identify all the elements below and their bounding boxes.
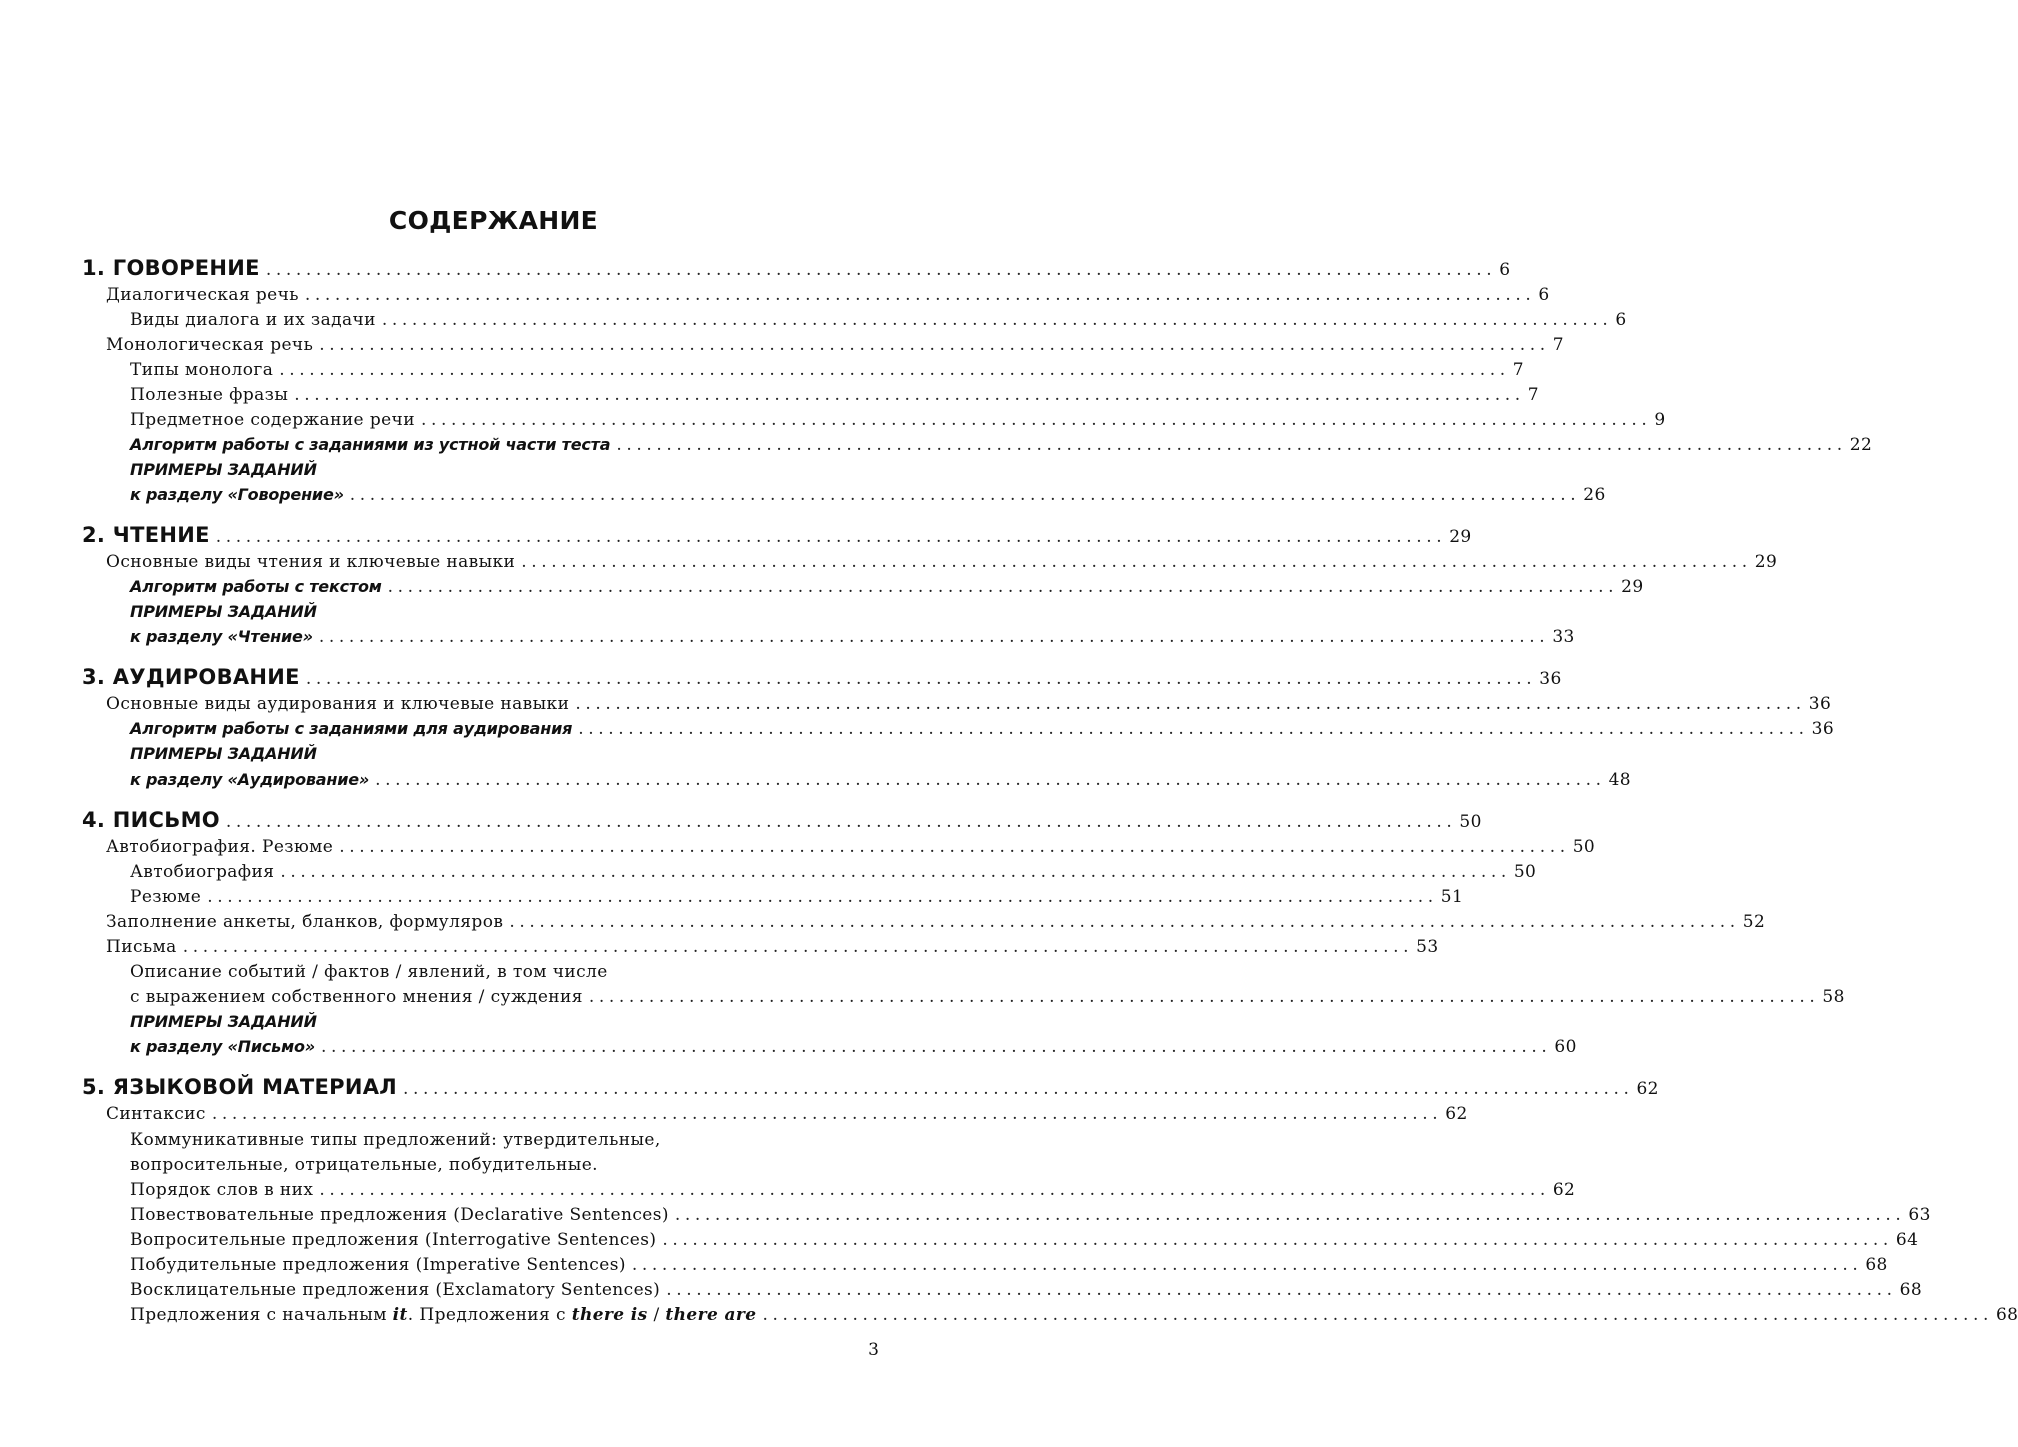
toc-title: к разделу «Письмо»	[130, 1037, 315, 1056]
toc-entry-autobio[interactable]	[130, 861, 1537, 883]
toc-entry-letters[interactable]	[106, 936, 1439, 958]
toc-page: 64	[1895, 1230, 1919, 1250]
dot-leader: ...........................................................................................................................	[211, 1104, 1443, 1124]
toc-title: Повествовательные предложения (Declarative Sentences)	[130, 1205, 669, 1225]
toc-title: к разделу «Говорение»	[130, 485, 344, 504]
dot-leader: ...........................................................................................................................	[588, 987, 1820, 1007]
toc-title	[130, 1304, 757, 1326]
toc-entry-communicative-line1: Коммуникативные типы предложений: утвердительные,	[130, 1130, 661, 1150]
toc-title: Основные виды аудирования и ключевые навыки	[106, 694, 570, 714]
toc-entry-oral-algorithm[interactable]	[130, 434, 1873, 456]
toc-title: Вопросительные предложения (Interrogative Sentences)	[130, 1230, 657, 1250]
toc-title: Основные виды чтения и ключевые навыки	[106, 552, 516, 572]
dot-leader: ...........................................................................................................................	[381, 310, 1613, 330]
dot-leader: ...........................................................................................................................	[182, 937, 1414, 957]
toc-page: 29	[1449, 527, 1472, 547]
toc-page: 6	[1615, 310, 1627, 330]
toc-page: 58	[1822, 987, 1845, 1007]
toc-page: 6	[1499, 260, 1511, 280]
toc-entry-writing-examples[interactable]	[130, 1036, 1577, 1058]
toc-entry-description-line: Описание событий / фактов / явлений, в том числе	[130, 962, 608, 982]
toc-entry-imperative[interactable]	[130, 1254, 1888, 1276]
toc-title: Синтаксис	[106, 1104, 206, 1124]
toc-page: 68	[1995, 1305, 2018, 1325]
dot-leader: ...........................................................................................................................	[279, 360, 1510, 380]
toc-entry-listening-types[interactable]	[106, 693, 1832, 715]
toc-entry-autobio-resume[interactable]	[106, 836, 1596, 858]
toc-title: Алгоритм работы с текстом	[130, 577, 382, 596]
toc-page: 7	[1512, 360, 1524, 380]
toc-section-language[interactable]	[82, 1075, 1659, 1100]
toc-page: 50	[1459, 812, 1482, 832]
toc-title: 2. ЧТЕНИЕ	[82, 523, 210, 547]
toc-page: 36	[1811, 719, 1835, 739]
toc-entry-dialogue-types[interactable]	[130, 309, 1627, 331]
toc-page: 50	[1572, 837, 1596, 857]
dot-leader: ...........................................................................................................................	[420, 410, 1652, 430]
toc-entry-speaking-examples[interactable]	[130, 484, 1606, 506]
toc-page: 52	[1742, 912, 1766, 932]
toc-page: 36	[1539, 669, 1562, 689]
dot-leader: ...........................................................................................................................	[575, 694, 1806, 714]
toc-entry-monologue[interactable]	[106, 334, 1564, 356]
dot-leader: ...........................................................................................................................	[265, 260, 1497, 280]
toc-title: Резюме	[130, 887, 202, 907]
toc-entry-text-algorithm[interactable]	[130, 576, 1644, 598]
toc-page: 62	[1636, 1079, 1659, 1099]
toc-entry-forms[interactable]	[106, 911, 1766, 933]
dot-leader: ...........................................................................................................................	[305, 669, 1537, 689]
toc-title: 1. ГОВОРЕНИЕ	[82, 256, 260, 280]
toc-page: 63	[1908, 1205, 1931, 1225]
toc-title: Заполнение анкеты, бланков, формуляров	[106, 912, 504, 932]
toc-title: Побудительные предложения (Imperative Sentences)	[130, 1255, 626, 1275]
toc-page: 7	[1527, 385, 1539, 405]
toc-title-it: it	[392, 1305, 408, 1325]
page-number: 3	[868, 1340, 879, 1360]
toc-entry-it-there[interactable]	[130, 1304, 2018, 1326]
toc-page: 22	[1849, 435, 1873, 455]
toc-title: Порядок слов в них	[130, 1180, 314, 1200]
toc-entry-syntax[interactable]	[106, 1103, 1468, 1125]
dot-leader: ...........................................................................................................................	[509, 912, 1740, 932]
toc-page: 9	[1654, 410, 1666, 430]
dot-leader: ...........................................................................................................................	[207, 887, 1438, 907]
toc-entry-communicative-line2: вопросительные, отрицательные, побудительные.	[130, 1155, 598, 1175]
toc-entry-monologue-types[interactable]	[130, 359, 1524, 381]
dot-leader: ...........................................................................................................................	[320, 1037, 1552, 1057]
toc-title: 5. ЯЗЫКОВОЙ МАТЕРИАЛ	[82, 1075, 397, 1099]
toc-entry-description[interactable]	[130, 986, 1845, 1008]
toc-page: 68	[1899, 1280, 1923, 1300]
dot-leader: ...........................................................................................................................	[762, 1305, 1993, 1325]
toc-entry-reading-types[interactable]	[106, 551, 1778, 573]
toc-entry-useful-phrases[interactable]	[130, 384, 1539, 406]
toc-title-part: . Предложения с	[407, 1305, 572, 1325]
toc-entry-reading-examples[interactable]	[130, 626, 1575, 648]
dot-leader: ...........................................................................................................................	[387, 577, 1619, 597]
toc-page: 6	[1538, 285, 1550, 305]
toc-title: Монологическая речь	[106, 335, 314, 355]
toc-title: к разделу «Чтение»	[130, 627, 313, 646]
toc-title: Виды диалога и их задачи	[130, 310, 376, 330]
dot-leader: ...........................................................................................................................	[215, 527, 1447, 547]
toc-title: Алгоритм работы с заданиями из устной части теста	[130, 435, 611, 454]
dot-leader: ...........................................................................................................................	[304, 285, 1536, 305]
toc-title: с выражением собственного мнения / суждения	[130, 987, 583, 1007]
toc-page: 36	[1808, 694, 1832, 714]
dot-leader: ...........................................................................................................................	[225, 812, 1457, 832]
toc-title-slash: /	[647, 1305, 666, 1325]
dot-leader: ...........................................................................................................................	[616, 435, 1847, 455]
toc-entry-declarative[interactable]	[130, 1204, 1931, 1226]
toc-page: 33	[1552, 627, 1575, 647]
toc-title: к разделу «Аудирование»	[130, 770, 370, 789]
toc-title: 4. ПИСЬМО	[82, 808, 220, 832]
toc-page: 68	[1865, 1255, 1888, 1275]
toc-page: 51	[1440, 887, 1464, 907]
dot-leader: ...........................................................................................................................	[662, 1230, 1893, 1250]
dot-leader: ...........................................................................................................................	[375, 770, 1606, 790]
toc-examples-heading: ПРИМЕРЫ ЗАДАНИЙ	[130, 744, 317, 763]
toc-title: Типы монолога	[130, 360, 274, 380]
toc-title: Диалогическая речь	[106, 285, 299, 305]
toc-entry-subject-content[interactable]	[130, 409, 1666, 431]
toc-title-there-is: there is	[571, 1305, 648, 1325]
dot-leader: ...........................................................................................................................	[319, 1180, 1550, 1200]
toc-examples-heading: ПРИМЕРЫ ЗАДАНИЙ	[130, 460, 317, 479]
dot-leader: ...........................................................................................................................	[521, 552, 1752, 572]
toc-page: 53	[1416, 937, 1439, 957]
toc-entry-listening-examples[interactable]	[130, 769, 1632, 791]
toc-section-listening[interactable]	[82, 665, 1562, 690]
dot-leader: ...........................................................................................................................	[280, 862, 1511, 882]
toc-page: 29	[1754, 552, 1778, 572]
toc-page: 62	[1445, 1104, 1468, 1124]
toc-examples-heading: ПРИМЕРЫ ЗАДАНИЙ	[130, 602, 317, 621]
toc-entry-word-order[interactable]	[130, 1179, 1576, 1201]
toc-title: Восклицательные предложения (Exclamatory Sentences)	[130, 1280, 661, 1300]
toc-section-speaking[interactable]	[82, 256, 1511, 281]
dot-leader: ...........................................................................................................................	[294, 385, 1525, 405]
toc-entry-interrogative[interactable]	[130, 1229, 1919, 1251]
toc-section-reading[interactable]	[82, 523, 1472, 548]
toc-entry-exclamatory[interactable]	[130, 1279, 1923, 1301]
toc-entry-listening-algorithm[interactable]	[130, 718, 1835, 740]
dot-leader: ...........................................................................................................................	[666, 1280, 1897, 1300]
toc-examples-heading: ПРИМЕРЫ ЗАДАНИЙ	[130, 1012, 317, 1031]
toc-title: Алгоритм работы с заданиями для аудирования	[130, 719, 573, 738]
toc-page: 7	[1552, 335, 1564, 355]
toc-page: 62	[1552, 1180, 1576, 1200]
toc-title: Автобиография	[130, 862, 275, 882]
toc-page: 50	[1513, 862, 1537, 882]
toc-title: Автобиография. Резюме	[106, 837, 334, 857]
toc-title: Письма	[106, 937, 177, 957]
toc-title: Полезные фразы	[130, 385, 289, 405]
toc-entry-dialogue[interactable]	[106, 284, 1550, 306]
toc-title-part: Предложения с начальным	[130, 1305, 393, 1325]
toc-page: 26	[1583, 485, 1606, 505]
dot-leader: ...........................................................................................................................	[339, 837, 1570, 857]
dot-leader: ...........................................................................................................................	[403, 1079, 1634, 1099]
dot-leader: ...........................................................................................................................	[578, 719, 1809, 739]
toc-page: 29	[1621, 577, 1644, 597]
dot-leader: ...........................................................................................................................	[674, 1205, 1906, 1225]
page-title: СОДЕРЖАНИЕ	[388, 206, 599, 235]
toc-title: 3. АУДИРОВАНИЕ	[82, 665, 300, 689]
dot-leader: ...........................................................................................................................	[631, 1255, 1863, 1275]
toc-page: 60	[1554, 1037, 1577, 1057]
toc-section-writing[interactable]	[82, 808, 1482, 833]
toc-title-there-are: there are	[665, 1305, 757, 1325]
dot-leader: ...........................................................................................................................	[349, 485, 1581, 505]
toc-entry-resume[interactable]	[130, 886, 1464, 908]
toc-page: 48	[1608, 770, 1632, 790]
toc-title: Предметное содержание речи	[130, 410, 415, 430]
dot-leader: ...........................................................................................................................	[318, 627, 1550, 647]
dot-leader: ...........................................................................................................................	[319, 335, 1550, 355]
